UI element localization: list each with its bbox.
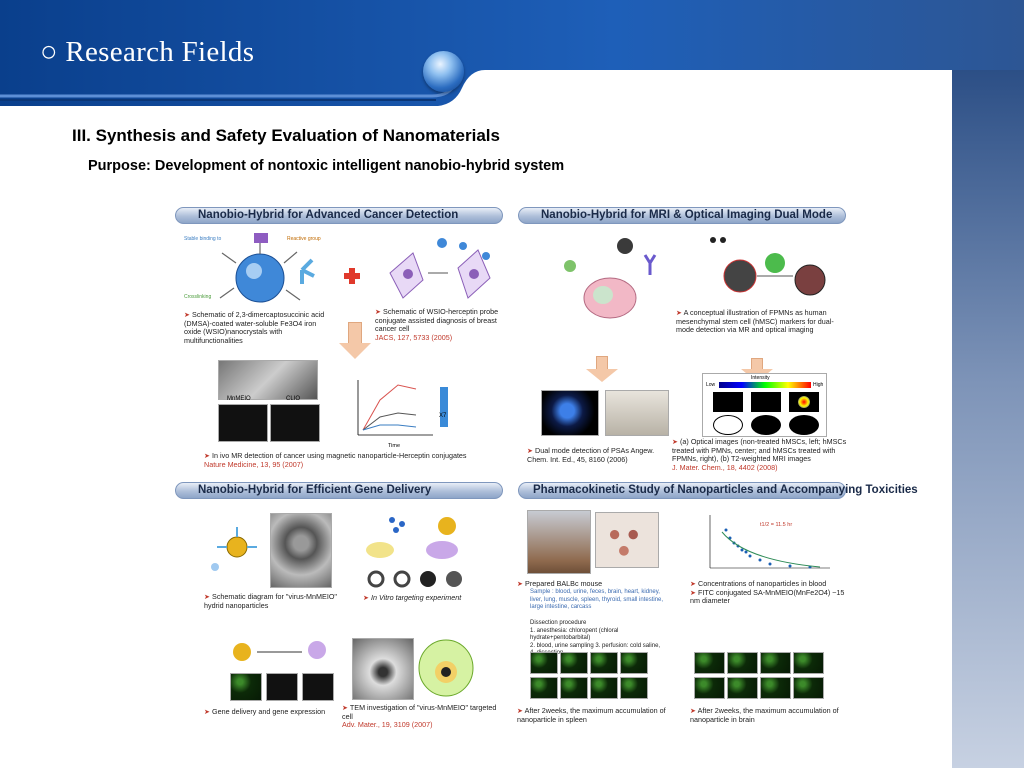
sample-list: Sample : blood, urine, feces, brain, heart, kidney, liver, lung, muscle, spleen, thyroid, small intestine, large intestine, carcass bbox=[530, 589, 664, 610]
svg-text:Reactive group: Reactive group bbox=[287, 236, 321, 242]
psa-fluorescence-image bbox=[541, 390, 599, 436]
mri-signal-chart bbox=[338, 375, 458, 450]
mri-image-mnmeio: MnMEIO bbox=[218, 404, 268, 442]
down-arrow-icon bbox=[339, 343, 371, 359]
dissection-procedure: Dissection procedure 1. anesthesia: chloropent (chloral hydrate+pentobarbital) 2. blood, urine sampling 3. perfusion: cold saline, bbox=[530, 620, 661, 649]
panel-title-pk: Pharmacokinetic Study of Nanoparticles and Accompanying Toxicities bbox=[518, 482, 846, 499]
fpmn-structure-diagram bbox=[705, 228, 830, 313]
fpmn-hmsc-diagram bbox=[555, 228, 665, 333]
down-arrow-body-2 bbox=[596, 356, 608, 370]
caption-brain: ➤ After 2weeks, the maximum accumulation of nanoparticle in brain bbox=[690, 706, 839, 724]
purpose-line: Purpose: Development of nontoxic intelligent nanobio-hybrid system bbox=[88, 158, 565, 174]
svg-text:t1/2 = 11.5 hr: t1/2 = 11.5 hr bbox=[760, 522, 793, 528]
caption-wsio: ➤ Schematic of 2,3-dimercaptosuccinic acid (DMSA)-coated water-soluble Fe3O4 iron oxide (WSIO)nanocrystals with multifunctionalities bbox=[184, 310, 325, 345]
panel-title-cancer: Nanobio-Hybrid for Advanced Cancer Detection bbox=[175, 207, 503, 224]
blood-concentration-chart bbox=[690, 510, 840, 580]
wsio-herceptin-diagram bbox=[368, 228, 498, 303]
panel-title-gene: Nanobio-Hybrid for Efficient Gene Delivery bbox=[175, 482, 503, 499]
vial-photo bbox=[605, 390, 669, 436]
caption-balbc: ➤ Prepared BALBc mouse bbox=[517, 579, 603, 588]
svg-text:X7: X7 bbox=[439, 413, 447, 419]
caption-optical-mri: ➤ (a) Optical images (non-treated hMSCs, left; hMSCs treated with PMNs, center; and hMSCs treated with FPMNs, right), (b) T2-weighted MRI images J. Mater. Chem., 18, 4402 (2008) bbox=[672, 437, 847, 472]
plus-icon bbox=[344, 268, 360, 284]
svg-text:Crosslinking: Crosslinking bbox=[184, 294, 212, 300]
panel-title-mri: Nanobio-Hybrid for MRI & Optical Imaging Dual Mode bbox=[518, 207, 846, 224]
svg-text:Stable binding to: Stable binding to bbox=[184, 236, 222, 242]
down-arrow-icon-2 bbox=[586, 369, 618, 382]
caption-in-vivo-mr: ➤ In ivo MR detection of cancer using magnetic nanoparticle-Herceptin conjugates Nature Medicine, 13, 95 (2007) bbox=[204, 451, 467, 469]
caption-herceptin: ➤ Schematic of WSIO-herceptin probe conjugate assisted diagnosis of breast cancer cell JACS, 127, 5733 (2005) bbox=[375, 307, 499, 342]
caption-psa: ➤ Dual mode detection of PSAs Angew. Chem. Int. Ed., 45, 8160 (2006) bbox=[527, 446, 655, 464]
caption-tem: ➤ TEM investigation of "virus-MnMEIO" targeted cell Adv. Mater., 19, 3109 (2007) bbox=[342, 703, 497, 730]
gfp-image-2 bbox=[266, 673, 298, 701]
targeted-cell-diagram bbox=[416, 632, 476, 700]
svg-text:Time: Time bbox=[388, 443, 401, 449]
caption-blood-conc: ➤ Concentrations of nanoparticles in blood ➤ FITC conjugated SA-MnMEIO(MnFe2O4) ~15 nm diameter bbox=[690, 579, 845, 606]
caption-virus-mnmeio: ➤ Schematic diagram for "virus-MnMEIO" hydrid nanoparticles bbox=[204, 592, 337, 610]
globe-orb-icon bbox=[423, 51, 464, 92]
organs-photo bbox=[595, 512, 659, 568]
in-vitro-targeting-diagram bbox=[362, 512, 472, 592]
tem-virus-image bbox=[270, 513, 332, 588]
wsio-nanocrystal-diagram bbox=[182, 228, 332, 308]
gene-delivery-diagram bbox=[222, 630, 337, 670]
mouse-image bbox=[218, 360, 318, 400]
spleen-tissue-grid bbox=[530, 652, 648, 700]
gfp-image-3 bbox=[302, 673, 334, 701]
side-gradient-bar bbox=[952, 70, 1024, 768]
mouse-cage-photo bbox=[527, 510, 591, 574]
virus-mnmeio-schematic bbox=[205, 515, 265, 580]
mri-image-clio: CLIO bbox=[270, 404, 320, 442]
caption-spleen: ➤ After 2weeks, the maximum accumulation of nanoparticle in spleen bbox=[517, 706, 666, 724]
section-heading: III. Synthesis and Safety Evaluation of Nanomaterials bbox=[72, 126, 500, 145]
down-arrow-body bbox=[348, 322, 362, 344]
tem-cell-image bbox=[352, 638, 414, 700]
caption-fpmn: ➤ A conceptual illustration of FPMNs as human mesenchymal stem cell (hMSC) markers for dual-mode detection via MR and optical imaging bbox=[676, 308, 834, 335]
caption-gene-delivery: ➤ Gene delivery and gene expression bbox=[204, 707, 326, 716]
optical-mri-grid: Intensity Low High bbox=[702, 373, 827, 437]
gfp-image-1 bbox=[230, 673, 262, 701]
page-title: ○ Research Fields bbox=[40, 36, 255, 68]
caption-in-vitro: ➤ In Vitro targeting experiment bbox=[363, 593, 462, 602]
brain-tissue-grid bbox=[694, 652, 826, 700]
